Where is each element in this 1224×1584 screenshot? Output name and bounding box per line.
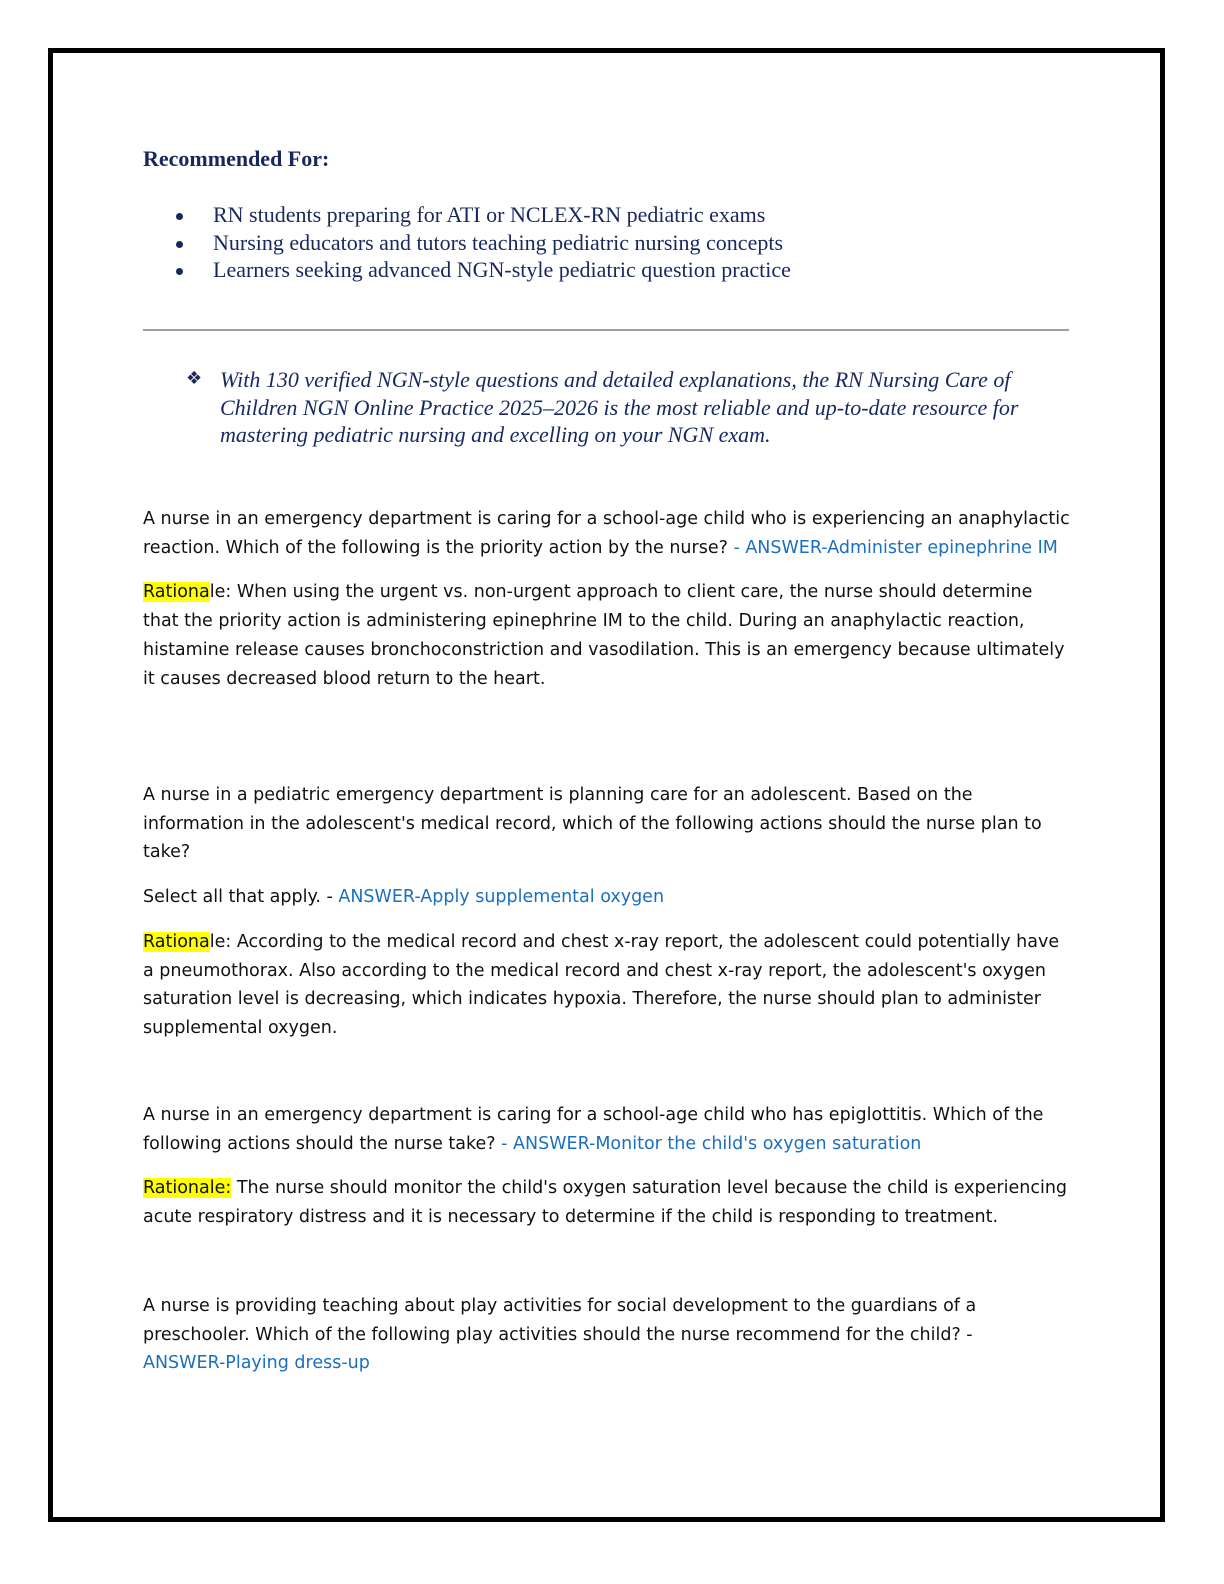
rationale-body: The nurse should monitor the child's oxygen saturation level because the child is experiencing acute respiratory distress and it is necessary to determine if the child is responding to treatment. bbox=[143, 1178, 1068, 1228]
recommended-list bbox=[143, 201, 791, 284]
rationale-label: Rationa bbox=[143, 582, 210, 603]
rationale-body: le: When using the urgent vs. non-urgent approach to client care, the nurse should determine that the priority action is administering epinephrine IM to the child. During an anaphylactic reaction, histamine release causes bronchoconstriction and vasodilation. This is an emergency because ultimately it causes decreased blood return to the heart. bbox=[143, 582, 1065, 689]
bullet-icon bbox=[176, 268, 183, 275]
select-prefix: Select all that apply. - bbox=[143, 887, 339, 908]
list-item-text: Learners seeking advanced NGN-style pediatric question practice bbox=[213, 257, 791, 282]
horizontal-divider bbox=[143, 329, 1069, 331]
question-block-2 bbox=[143, 781, 1073, 1043]
list-item-text: RN students preparing for ATI or NCLEX-RN pediatric exams bbox=[213, 202, 766, 227]
answer-text: - ANSWER-Monitor the child's oxygen saturation bbox=[501, 1133, 922, 1154]
rationale-body: le: According to the medical record and chest x-ray report, the adolescent could potentially have a pneumothorax. Also according to the medical record and chest x-ray report, the adolescent's oxygen saturation level is decreasing, which indicates hypoxia. Therefore, the nurse should plan to administer supplemental oxygen. bbox=[143, 931, 1060, 1038]
list-item bbox=[143, 229, 791, 257]
list-item bbox=[143, 201, 791, 229]
answer-text: ANSWER-Apply supplemental oxygen bbox=[338, 887, 665, 908]
question-block-4 bbox=[143, 1292, 1073, 1378]
question-text: A nurse is providing teaching about play activities for social development to the guardians of a preschooler. Which of the following play activities should the nurse recommend for the child? - bbox=[143, 1296, 977, 1345]
rationale-text bbox=[143, 928, 1073, 1043]
rationale-label: Rationa bbox=[143, 931, 210, 952]
bullet-icon bbox=[176, 213, 183, 220]
question-text: A nurse in a pediatric emergency department is planning care for an adolescent. Based on the information in the adolescent's medical record, which of the following actions should the nurse plan to take? bbox=[143, 785, 1042, 863]
diamond-bullet-icon: ❖ bbox=[186, 368, 203, 389]
question-stem: A nurse in an emergency department is caring for a school-age child who is experiencing an anaphylactic reaction. Which of the following is the priority action by the nurse? bbox=[143, 509, 1070, 558]
callout-text: With 130 verified NGN-style questions and detailed explanations, the RN Nursing Care of Children NGN Online Practice 2025–2026 is the most reliable and up-to-date resource for mastering pediatric nursing and excelling on your NGN exam. bbox=[220, 367, 1019, 447]
recommended-heading: Recommended For: bbox=[143, 146, 330, 171]
answer-text: - ANSWER-Administer epinephrine IM bbox=[733, 537, 1058, 558]
question-block-1 bbox=[143, 505, 1073, 693]
rationale-text bbox=[143, 578, 1073, 693]
question-text bbox=[143, 1101, 1073, 1158]
list-item bbox=[143, 256, 791, 284]
rationale-label: Rationale: bbox=[143, 1178, 232, 1199]
question-text bbox=[143, 505, 1073, 562]
list-item-text: Nursing educators and tutors teaching pediatric nursing concepts bbox=[213, 229, 784, 255]
answer-text: ANSWER-Playing dress-up bbox=[143, 1353, 370, 1374]
bullet-icon bbox=[176, 241, 183, 248]
question-block-3 bbox=[143, 1101, 1073, 1232]
summary-callout bbox=[186, 366, 1066, 449]
question-stem: A nurse in an emergency department is caring for a school-age child who has epiglottitis. Which of the following actions should the nurse take? bbox=[143, 1105, 1044, 1154]
rationale-text bbox=[143, 1174, 1073, 1231]
select-instruction bbox=[143, 883, 1073, 912]
